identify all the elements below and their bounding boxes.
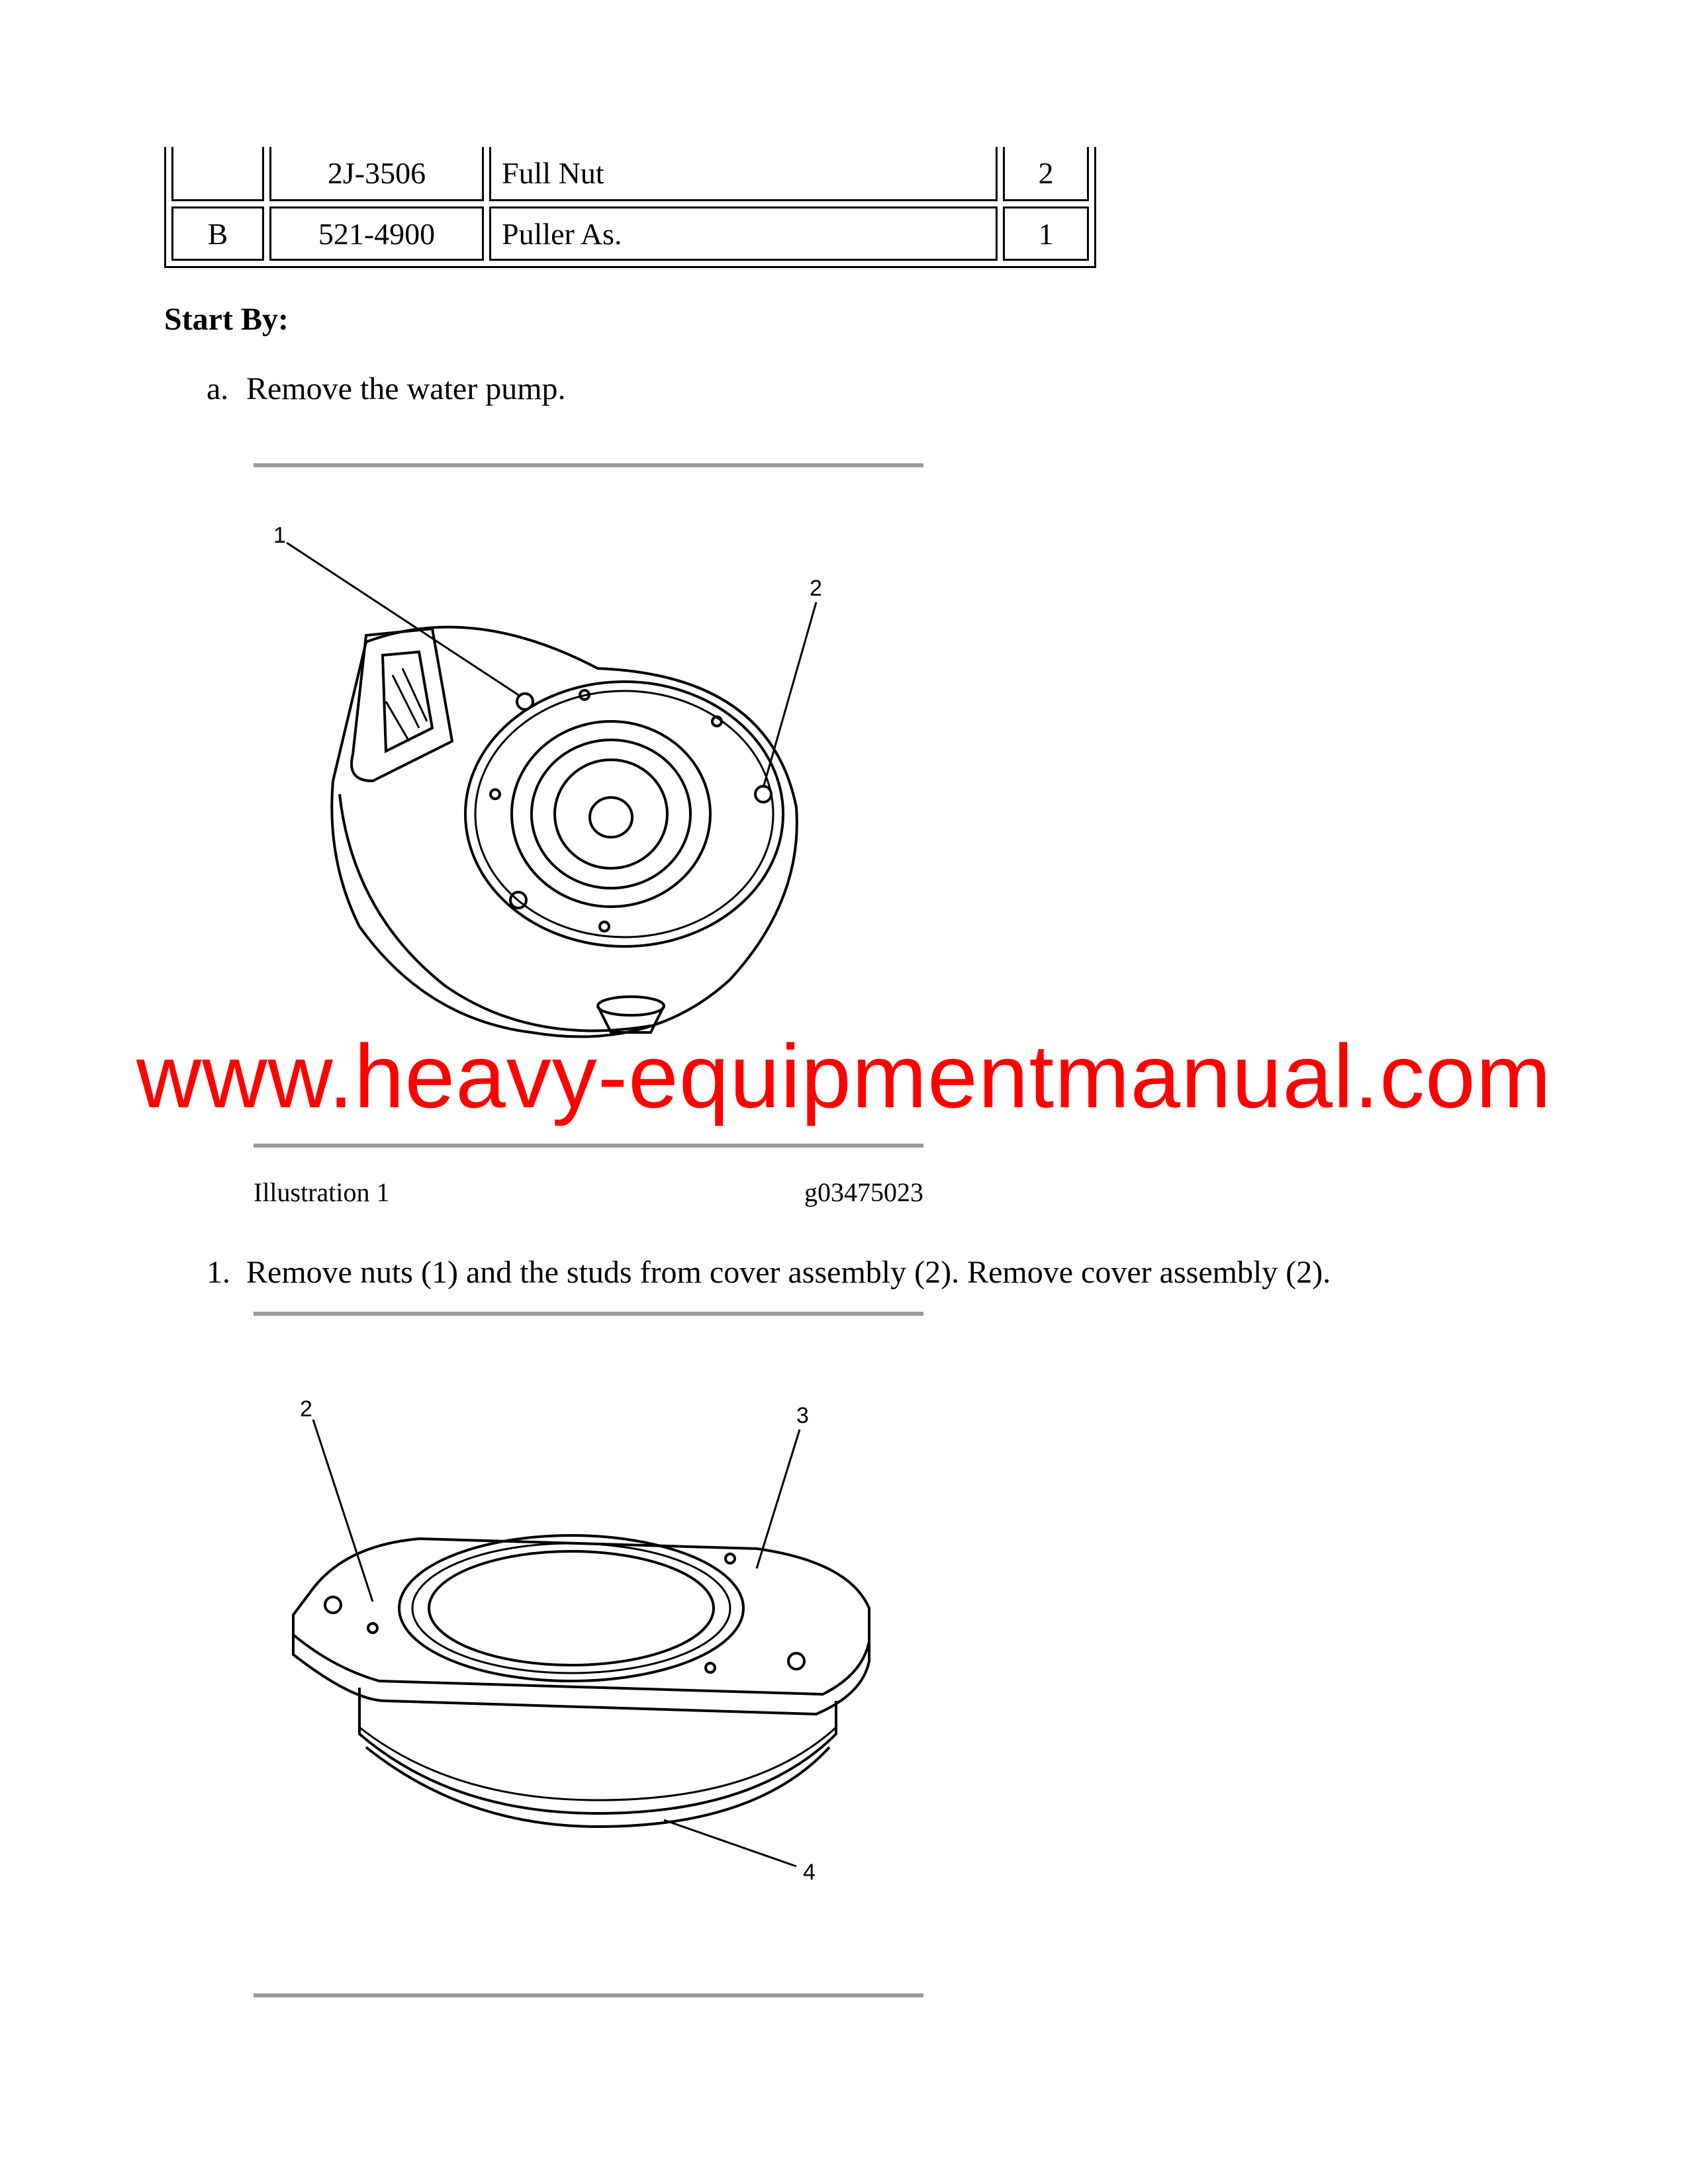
table-row [171, 206, 1089, 261]
illustration-code: g03475023 [804, 1177, 923, 1207]
illustration-bottom-rule [254, 1144, 923, 1148]
description-cell: Full Nut [489, 147, 998, 201]
tool-cell [171, 147, 264, 201]
part-number-cell: 521-4900 [269, 206, 484, 261]
illustration-bottom-rule [254, 1993, 923, 1997]
start-by-item [207, 371, 566, 407]
part-number-cell: 2J-3506 [269, 147, 484, 201]
cover-assembly-illustration [254, 1390, 923, 1906]
qty-cell: 1 [1003, 206, 1089, 261]
watermark-text: www.heavy-equipmentmanual.com [136, 1026, 1552, 1126]
tools-table [164, 147, 1096, 268]
callout-2: 2 [810, 576, 822, 601]
start-by-text: Remove the water pump. [246, 371, 566, 406]
qty-cell: 2 [1003, 147, 1089, 201]
procedure-step-text: Remove nuts (1) and the studs from cover assembly (2). Remove cover assembly (2). [246, 1255, 1331, 1290]
table-row [171, 147, 1089, 201]
callout-3: 3 [796, 1403, 809, 1428]
water-pump-illustration [254, 503, 923, 1072]
callout-4: 4 [803, 1860, 816, 1885]
start-by-heading: Start By: [164, 302, 289, 337]
description-cell: Puller As. [489, 206, 998, 261]
illustration-label: Illustration 1 [254, 1177, 390, 1207]
illustration-caption [254, 1177, 923, 1208]
callout-1: 1 [273, 523, 286, 548]
list-marker: a. [207, 371, 229, 406]
callout-2: 2 [300, 1396, 312, 1422]
list-marker: 1. [207, 1255, 230, 1290]
illustration-top-rule [254, 463, 923, 467]
procedure-step [207, 1254, 1331, 1291]
illustration-top-rule [254, 1312, 923, 1316]
tool-cell: B [171, 206, 264, 261]
